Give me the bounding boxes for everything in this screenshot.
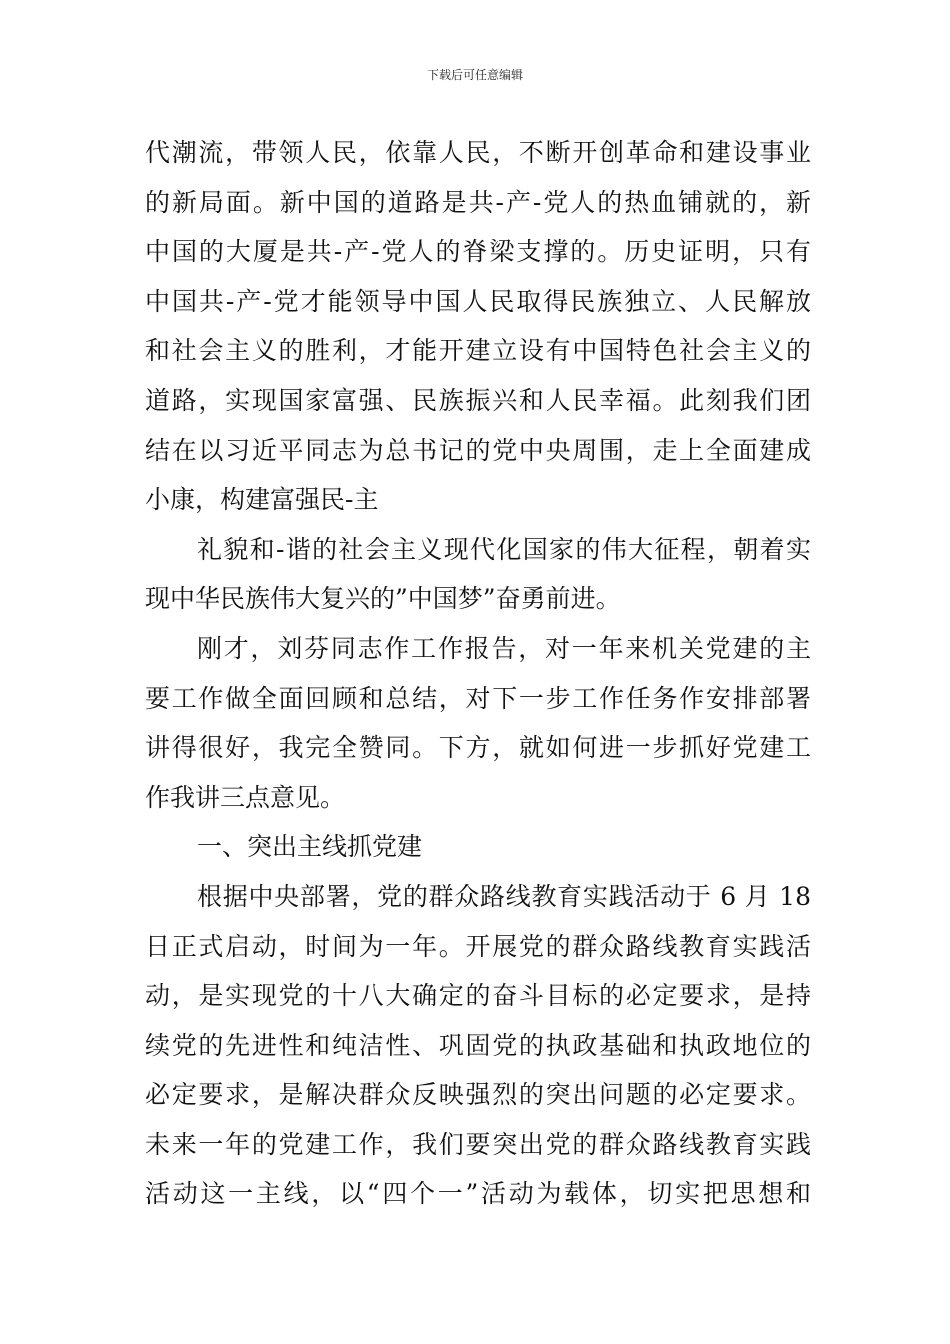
text-line: 代潮流，带领人民，依靠人民，不断开创革命和建设事业 [145, 138, 811, 167]
text-line: 未来一年的党建工作，我们要突出党的群众路线教育实践 [145, 1129, 811, 1159]
section-heading: 一、突出主线抓党建 [197, 832, 423, 862]
text-line: 续党的先进性和纯洁性、巩固党的执政基础和执政地位的 [145, 1030, 811, 1060]
text-line: 根据中央部署，党的群众路线教育实践活动于 6 月 18 [197, 881, 811, 911]
text-line: 刚才，刘芬同志作工作报告，对一年来机关党建的主 [197, 633, 811, 663]
text-line: 作我讲三点意见。 [145, 782, 346, 812]
text-line: 和社会主义的胜利，才能开建立设有中国特色社会主义的 [145, 336, 811, 366]
text-line: 礼貌和-谐的社会主义现代化国家的伟大征程，朝着实 [197, 534, 811, 564]
text-line: 结在以习近平同志为总书记的党中央周围，走上全面建成 [145, 435, 811, 465]
text-line: 小康，构建富强民-主 [145, 485, 379, 515]
text-line: 必定要求，是解决群众反映强烈的突出问题的必定要求。 [145, 1080, 811, 1110]
text-line: 讲得很好，我完全赞同。下方，就如何进一步抓好党建工 [145, 733, 811, 763]
text-line: 要工作做全面回顾和总结，对下一步工作任务作安排部署 [145, 683, 811, 713]
text-line: 中国共-产-党才能领导中国人民取得民族独立、人民解放 [145, 286, 811, 316]
text-line: 的新局面。新中国的道路是共-产-党人的热血铺就的，新 [145, 187, 811, 217]
text-line: 现中华民族伟大复兴的”中国梦”奋勇前进。 [145, 584, 621, 614]
text-line: 日正式启动，时间为一年。开展党的群众路线教育实践活 [145, 931, 811, 961]
document-body [145, 128, 811, 1219]
text-line: 中国的大厦是共-产-党人的脊梁支撑的。历史证明，只有 [145, 237, 811, 267]
text-line: 动，是实现党的十八大确定的奋斗目标的必定要求，是持 [145, 981, 811, 1011]
text-line: 道路，实现国家富强、民族振兴和人民幸福。此刻我们团 [145, 385, 811, 415]
page-header: 下载后可任意编辑 [426, 68, 523, 82]
text-line: 活动这一主线，以“四个一”活动为载体，切实把思想和 [145, 1179, 811, 1209]
